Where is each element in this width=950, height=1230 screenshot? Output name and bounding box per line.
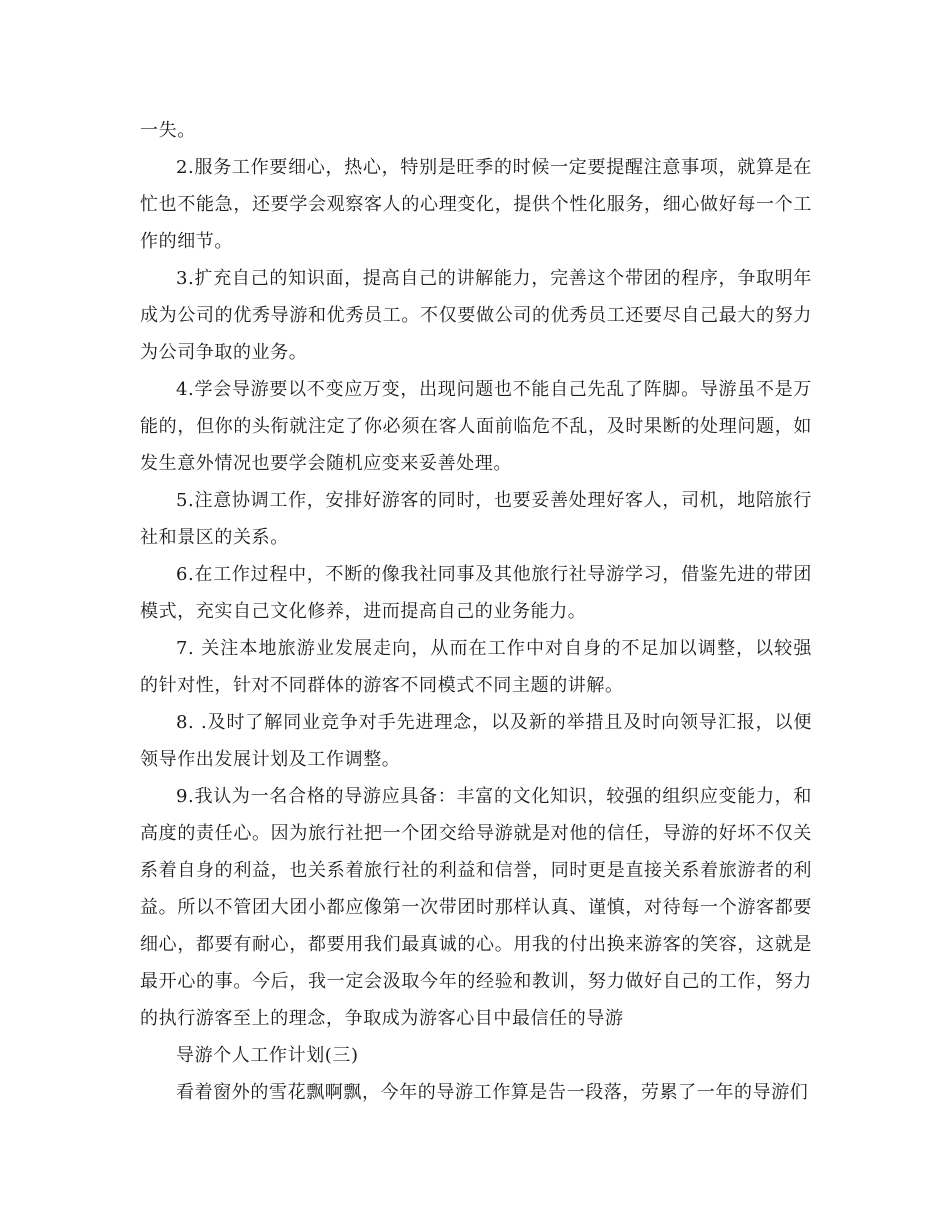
paragraph-intro: 看着窗外的雪花飘啊飘，今年的导游工作算是告一段落，劳累了一年的导游们 bbox=[176, 1082, 809, 1103]
paragraph-item-9: 9.我认为一名合格的导游应具备：丰富的文化知识，较强的组织应变能力，和高度的责任心。因为旅行社把一个团交给导游就是对他的信任，导游的好坏不仅关系着自身的利益，也关系着旅行社的利益和信誉，同时更是直接关系着旅游者的利益。所以不管团大团小都应像第一次带团时那样认真、谨慎，对待每一个游客都要细心，都要有耐心，都要用我们最真诚的心。用我的付出换来游客的笑容，这就是最开心的事。今后，我一定会汲取今年的经验和教训，努力做好自己的工作，努力的执行游客至上的理念，争取成为游客心目中最信任的导游 bbox=[140, 786, 812, 1029]
paragraph-continuation: 一失。 bbox=[140, 120, 196, 141]
paragraph-item-5: 5.注意协调工作，安排好游客的同时，也要妥善处理好客人，司机，地陪旅行社和景区的关系。 bbox=[140, 490, 812, 548]
paragraph-item-7: 7. 关注本地旅游业发展走向，从而在工作中对自身的不足加以调整，以较强的针对性，针对不同群体的游客不同模式不同主题的讲解。 bbox=[140, 638, 812, 696]
paragraph-item-4: 4.学会导游要以不变应万变，出现问题也不能自己先乱了阵脚。导游虽不是万能的，但你的头衔就注定了你必须在客人面前临危不乱，及时果断的处理问题，如发生意外情况也要学会随机应变来妥善处理。 bbox=[140, 379, 812, 474]
document-body bbox=[140, 112, 812, 1111]
section-heading: 导游个人工作计划(三) bbox=[176, 1045, 359, 1066]
paragraph-item-8: 8. .及时了解同业竞争对手先进理念，以及新的举措且及时向领导汇报，以便领导作出发展计划及工作调整。 bbox=[140, 712, 812, 770]
paragraph-item-3: 3.扩充自己的知识面，提高自己的讲解能力，完善这个带团的程序，争取明年成为公司的优秀导游和优秀员工。不仅要做公司的优秀员工还要尽自己最大的努力为公司争取的业务。 bbox=[140, 268, 812, 363]
paragraph-item-2: 2.服务工作要细心，热心，特别是旺季的时候一定要提醒注意事项，就算是在忙也不能急，还要学会观察客人的心理变化，提供个性化服务，细心做好每一个工作的细节。 bbox=[140, 157, 812, 252]
paragraph-item-6: 6.在工作过程中，不断的像我社同事及其他旅行社导游学习，借鉴先进的带团模式，充实自己文化修养，进而提高自己的业务能力。 bbox=[140, 564, 812, 622]
